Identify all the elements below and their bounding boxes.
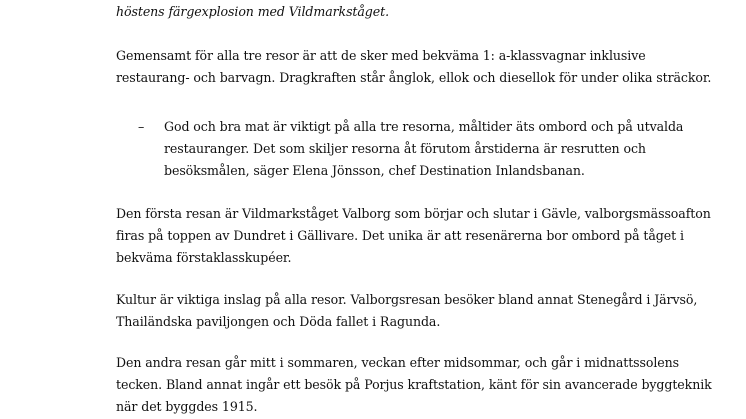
paragraph-3-line-1: Kultur är viktiga inslag på alla resor. Valborgsresan besöker bland annat Stenegård i Järvsö, <box>116 292 698 307</box>
paragraph-1-line-2: restaurang- och barvagn. Dragkraften står ånglok, ellok och diesellok för under olika sträckor. <box>116 70 712 85</box>
paragraph-4-line-2: tecken. Bland annat ingår ett besök på Porjus kraftstation, känt för sin avancerade byggteknik <box>116 377 712 392</box>
paragraph-1-line-1: Gemensamt för alla tre resor är att de sker med bekväma 1: a-klassvagnar inklusive <box>116 48 646 63</box>
quote-line-1: God och bra mat är viktigt på alla tre resorna, måltider äts ombord och på utvalda <box>164 119 684 134</box>
paragraph-2-line-3: bekväma förstaklasskupéer. <box>116 250 292 265</box>
quote-line-2: restauranger. Det som skiljer resorna åt förutom årstiderna är resrutten och <box>164 141 646 156</box>
paragraph-4-line-3: när det byggdes 1915. <box>116 399 258 414</box>
intro-line: höstens färgexplosion med Vildmarkståget. <box>116 4 389 19</box>
paragraph-4-line-1: Den andra resan går mitt i sommaren, veckan efter midsommar, och går i midnattssolens <box>116 355 680 370</box>
paragraph-3-line-2: Thailändska paviljongen och Döda fallet i Ragunda. <box>116 314 441 329</box>
quote-dash: – <box>138 119 145 134</box>
paragraph-2-line-1: Den första resan är Vildmarkståget Valborg som börjar och slutar i Gävle, valborgsmässoafton <box>116 206 711 221</box>
quote-line-3: besöksmålen, säger Elena Jönsson, chef Destination Inlandsbanan. <box>164 163 585 178</box>
paragraph-2-line-2: firas på toppen av Dundret i Gällivare. Det unika är att resenärerna bor ombord på tåget i <box>116 228 684 243</box>
